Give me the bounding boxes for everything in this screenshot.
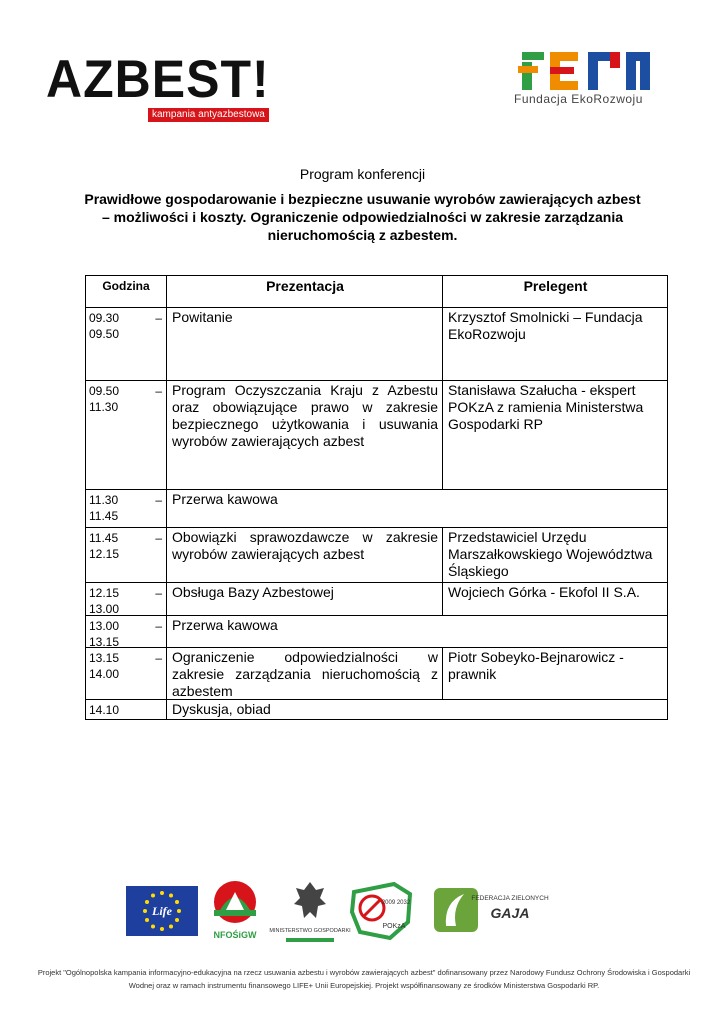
time-cell [86, 648, 167, 699]
table-row [86, 490, 667, 528]
conference-title: Prawidłowe gospodarowanie i bezpieczne usuwanie wyrobów zawierających azbest – możliwości i koszty. Ograniczenie odpowiedzialności w zakresie zarządzania nieruchomością z azbestem. [84, 191, 641, 243]
time-start: 12.15 [89, 586, 120, 600]
speaker-cell: Wojciech Górka - Ekofol II S.A. [448, 584, 640, 600]
header-presentation: Prezentacja [168, 276, 443, 307]
presentation-cell: Dyskusja, obiad [172, 701, 271, 717]
life-text: Life [152, 904, 172, 918]
footer-funding-note: Projekt "Ogólnopolska kampania informacyjno-edukacyjna na rzecz usuwania azbestu i wyrobów zawierających azbest" dofinansowany przez Narodowy Fundusz Ochrony Środowiska i Gospodarki Wodnej oraz w ramach instrumentu finansowego LIFE+ Unii Europejskiej. Projekt współfinansowany ze środków Ministerstwa Gospodarki RP. [37, 968, 691, 990]
nfosigw-text: NFOŚiGW [213, 930, 257, 940]
presentation-cell: Program Oczyszczania Kraju z Azbestu oraz obowiązujące prawo w zakresie bezpiecznego użytkowania i usuwania wyrobów zawierających azbest [168, 381, 443, 489]
time-start: 09.50 [89, 384, 120, 398]
table-row [86, 700, 667, 719]
time-cell [86, 616, 167, 647]
time-dash: – [155, 586, 162, 600]
pokza-text: POKzA [382, 923, 406, 930]
ministry-text: MINISTERSTWO GOSPODARKI [269, 928, 351, 934]
header-speaker: Prelegent [523, 278, 588, 294]
table-row [86, 308, 667, 381]
time-dash: – [155, 311, 162, 325]
time-cell [86, 381, 167, 489]
time-end: 13.00 [89, 602, 120, 616]
program-label: Program konferencji [299, 166, 426, 182]
time-start: 13.00 [89, 619, 120, 633]
azbest-logo-word: AZBEST! [46, 49, 270, 109]
time-dash: – [155, 651, 162, 665]
time-end: 14.00 [89, 667, 120, 681]
time-end: 12.15 [89, 547, 120, 561]
time-cell [86, 308, 167, 380]
header-time: Godzina [86, 276, 167, 307]
presentation-cell: Powitanie [168, 308, 443, 380]
gaja-logo [434, 886, 549, 936]
presentation-cell: Przerwa kawowa [172, 617, 278, 633]
time-end: 11.30 [89, 400, 119, 414]
time-dash: – [155, 619, 162, 633]
pokza-years: 2009 2032 [381, 900, 411, 906]
gaja-text: GAJA [490, 905, 530, 921]
table-row [86, 616, 667, 648]
pokza-logo [350, 882, 414, 940]
sponsor-logos [120, 878, 550, 948]
time-end: 11.45 [89, 509, 119, 523]
time-end: 09.50 [89, 327, 120, 341]
presentation-cell: Obsługa Bazy Azbestowej [168, 583, 443, 615]
ministry-logo [269, 878, 351, 948]
nfosigw-logo [210, 880, 260, 944]
time-start: 14.10 [89, 703, 120, 717]
agenda-table [85, 275, 668, 720]
time-cell [86, 528, 167, 582]
speaker-cell: Stanisława Szałucha - ekspert POKzA z ramienia Ministerstwa Gospodarki RP [448, 382, 644, 432]
speaker-cell: Krzysztof Smolnicki – Fundacja EkoRozwoju [448, 309, 643, 342]
fer-logo [512, 48, 652, 112]
time-start: 11.45 [89, 531, 119, 545]
table-row [86, 648, 667, 700]
fer-logo-caption: Fundacja EkoRozwoju [514, 92, 643, 106]
speaker-cell: Przedstawiciel Urzędu Marszałkowskiego Województwa Śląskiego [448, 529, 653, 579]
time-start: 11.30 [89, 493, 119, 507]
time-start: 13.15 [89, 651, 120, 665]
azbest-logo [46, 49, 270, 124]
speaker-cell: Piotr Sobeyko-Bejnarowicz - prawnik [448, 649, 624, 682]
time-dash: – [155, 493, 162, 507]
fer-logo-mark [518, 50, 650, 90]
time-start: 09.30 [89, 311, 120, 325]
gaja-federation: FEDERACJA ZIELONYCH [471, 895, 549, 902]
time-cell [86, 583, 167, 615]
table-row [86, 583, 667, 616]
time-cell [86, 490, 167, 527]
table-row [86, 381, 667, 490]
azbest-logo-tagline: kampania antyazbestowa [148, 108, 269, 122]
eu-life-logo [126, 886, 198, 936]
table-header-row [86, 276, 667, 308]
presentation-cell: Przerwa kawowa [172, 491, 278, 507]
table-row [86, 528, 667, 583]
presentation-cell: Ograniczenie odpowiedzialności w zakresie zarządzania nieruchomością z azbestem [168, 648, 443, 699]
time-dash: – [155, 531, 162, 545]
time-cell [86, 700, 167, 719]
presentation-cell: Obowiązki sprawozdawcze w zakresie wyrobów zawierających azbest [168, 528, 443, 582]
time-end: 13.15 [89, 635, 120, 649]
time-dash: – [155, 384, 162, 398]
